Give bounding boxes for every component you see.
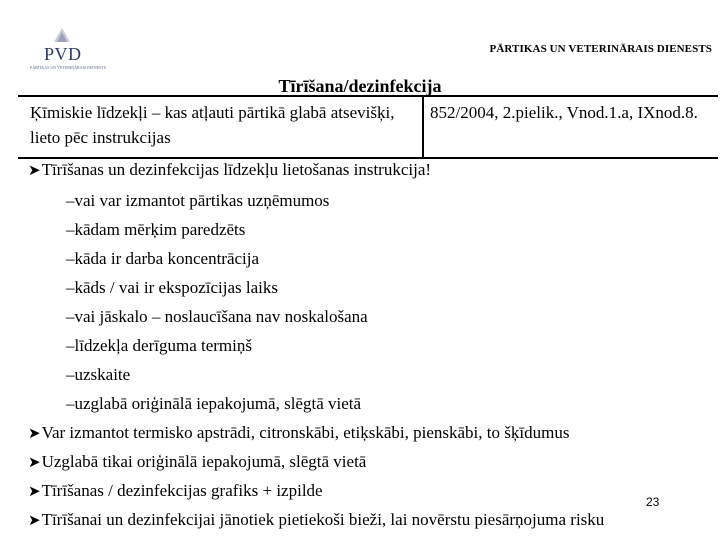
page-title: Tīrīšana/dezinfekcija (278, 76, 442, 96)
item-text: –kāda ir darba koncentrācija (66, 249, 260, 268)
organization-name: PĀRTIKAS UN VETERINĀRAIS DIENESTS (489, 43, 712, 55)
sub-item (0, 191, 329, 211)
table-cell-right: 852/2004, 2.pielik., Vnod.1.a, IXnod.8. (430, 103, 698, 122)
item-text: –kāds / vai ir ekspozīcijas laiks (66, 278, 278, 297)
arrow-bullet-icon: ➤ (28, 511, 41, 529)
sub-item (0, 394, 361, 414)
page-number: 23 (646, 495, 660, 509)
table-divider (422, 97, 424, 157)
sub-item (0, 278, 278, 298)
bullet-item (0, 423, 569, 443)
sub-item (0, 220, 245, 240)
item-text: –līdzekļa derīguma termiņš (66, 336, 252, 355)
sub-item (0, 365, 130, 385)
bullet-item (0, 452, 366, 472)
item-text: –vai var izmantot pārtikas uzņēmumos (66, 191, 330, 210)
sub-item (0, 249, 259, 269)
table-cell-left: Ķīmiskie līdzekļi – kas atļauti pārtikā glabā atsevišķi, lieto pēc instrukcijas (30, 103, 395, 147)
item-text: Uzglabā tikai oriģinālā iepakojumā, slēgtā vietā (41, 452, 367, 471)
item-text: Tīrīšanas un dezinfekcijas līdzekļu lietošanas instrukcija! (41, 160, 432, 179)
bullet-item (0, 160, 431, 180)
item-text: Tīrīšanas / dezinfekcijas grafiks + izpilde (41, 481, 323, 500)
logo-subtitle: PĀRTIKAS UN VETERINĀRAIS DIENESTS (30, 65, 107, 70)
item-text: –uzglabā oriģinālā iepakojumā, slēgtā vietā (66, 394, 362, 413)
item-text: –vai jāskalo – noslaucīšana nav noskalošana (66, 307, 368, 326)
arrow-bullet-icon: ➤ (28, 482, 41, 500)
info-table (18, 95, 718, 159)
item-text: Tīrīšanai un dezinfekcijai jānotiek pietiekoši bieži, lai novērstu piesārņojuma risku (41, 510, 605, 529)
item-text: –kādam mērķim paredzēts (66, 220, 246, 239)
item-text: Var izmantot termisko apstrādi, citronskābi, etiķskābi, pienskābi, to šķīdumus (41, 423, 570, 442)
arrow-bullet-icon: ➤ (28, 453, 41, 471)
sub-item (0, 307, 368, 327)
bullet-item (0, 481, 323, 501)
arrow-bullet-icon: ➤ (28, 161, 41, 179)
sub-item (0, 336, 252, 356)
logo-text: PVD (44, 44, 82, 64)
bullet-item (0, 510, 604, 530)
item-text: –uzskaite (66, 365, 131, 384)
arrow-bullet-icon: ➤ (28, 424, 41, 442)
